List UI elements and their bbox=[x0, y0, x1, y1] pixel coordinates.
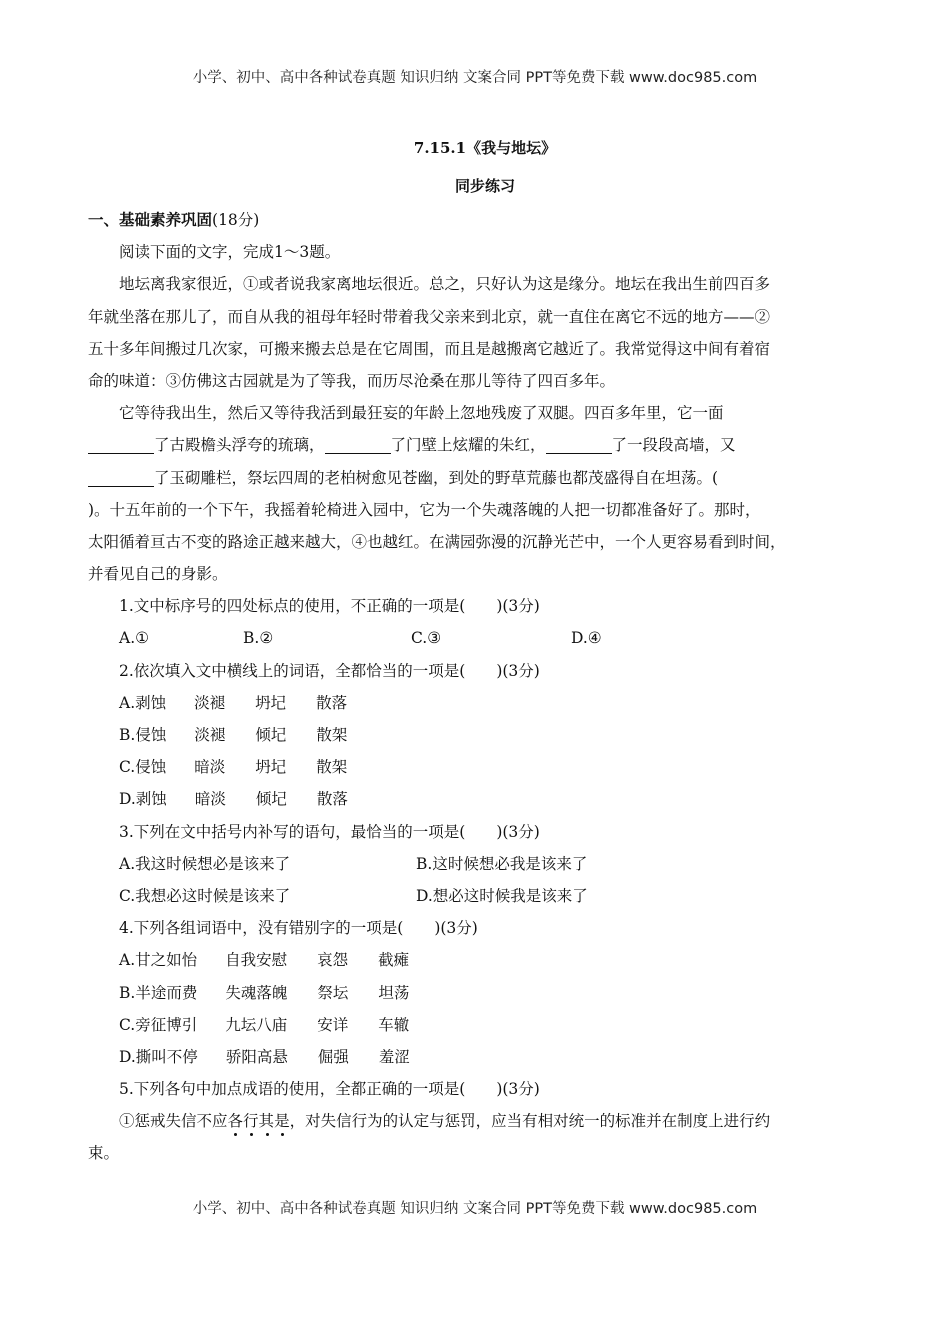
question-2-option: B.侵蚀 淡褪 倾圮 散架 bbox=[119, 726, 348, 744]
question-4: 4.下列各组词语中，没有错别字的一项是( )(3分) bbox=[119, 919, 478, 938]
fill-blank bbox=[88, 468, 154, 487]
question-3: 3.下列在文中括号内补写的语句，最恰当的一项是( )(3分) bbox=[119, 822, 540, 841]
passage-line-blanks: 了古殿檐头浮夸的琉璃， 了门壁上炫耀的朱红， 了一段段高墙，又 bbox=[88, 429, 863, 461]
dotted-char: 各 bbox=[227, 1112, 244, 1131]
question-1: 1.文中标序号的四处标点的使用，不正确的一项是( )(3分) bbox=[119, 597, 540, 616]
dotted-char: 是 bbox=[274, 1112, 290, 1131]
passage-line: )。十五年前的一个下午，我摇着轮椅进入园中，它为一个失魂落魄的人把一切都准备好了。那时， bbox=[88, 500, 761, 519]
passage-line-blanks: 了玉砌雕栏，祭坛四周的老柏树愈见苍幽，到处的野草荒藤也都茂盛得自在坦荡。( bbox=[88, 462, 863, 494]
question-3-options: C.我想必这时候是该来了 D.想必这时候我是该来了 bbox=[119, 886, 588, 905]
question-3-options: A.我这时候想必是该来了 B.这时候想必我是该来了 bbox=[119, 854, 588, 873]
fill-blank bbox=[546, 435, 612, 454]
fill-blank bbox=[88, 435, 154, 454]
reading-instruction: 阅读下面的文字，完成1～3题。 bbox=[119, 243, 341, 262]
passage-line: 地坛离我家很近，①或者说我家离地坛很近。总之，只好认为这是缘分。地坛在我出生前四百多 bbox=[119, 275, 771, 294]
dotted-char: 行 bbox=[243, 1112, 259, 1131]
dotted-char: 其 bbox=[258, 1112, 275, 1131]
option: B.② bbox=[243, 629, 274, 648]
exercise-body bbox=[88, 204, 863, 1170]
question-2-option: C.侵蚀 暗淡 坍圮 散架 bbox=[119, 758, 348, 777]
option: C.③ bbox=[411, 629, 442, 648]
question-1-options bbox=[88, 622, 863, 654]
page-footer: 小学、初中、高中各种试卷真题 知识归纳 文案合同 PPT等免费下载 www.doc985.com bbox=[192, 1201, 758, 1217]
question-2-option: A.剥蚀 淡褪 坍圮 散落 bbox=[119, 693, 348, 712]
page-header: 小学、初中、高中各种试卷真题 知识归纳 文案合同 PPT等免费下载 www.doc985.com bbox=[192, 70, 758, 86]
section-heading: 一、基础素养巩固(18分) bbox=[88, 210, 260, 229]
page-title: 7.15.1《我与地坛》 bbox=[413, 139, 557, 157]
question-4-option: C.旁征博引 九坛八庙 安详 车辙 bbox=[119, 1015, 410, 1034]
question-5-sentence-end: 束。 bbox=[88, 1144, 120, 1163]
page-subtitle: 同步练习 bbox=[454, 177, 515, 195]
passage-line: 并看见自己的身影。 bbox=[88, 565, 228, 584]
passage-line: 命的味道：③仿佛这古园就是为了等我，而历尽沧桑在那儿等待了四百多年。 bbox=[88, 371, 616, 390]
question-5-sentence: ①惩戒失信不应各行其是，对失信行为的认定与惩罚，应当有相对统一的标准并在制度上进行约 bbox=[119, 1112, 771, 1131]
passage-line: 年就坐落在那儿了，而自从我的祖母年轻时带着我父亲来到北京，就一直住在离它不远的地方——② bbox=[88, 307, 771, 326]
question-4-option: A.甘之如怡 自我安慰 哀怨 截瘫 bbox=[119, 951, 410, 970]
question-4-option: B.半途而费 失魂落魄 祭坛 坦荡 bbox=[119, 983, 410, 1002]
passage-line: 五十多年间搬过几次家，可搬来搬去总是在它周围，而且是越搬离它越近了。我常觉得这中间有着宿 bbox=[88, 339, 771, 358]
passage-line: 它等待我出生，然后又等待我活到最狂妄的年龄上忽地残废了双腿。四百多年里，它一面 bbox=[119, 404, 724, 423]
question-5: 5.下列各句中加点成语的使用，全都正确的一项是( )(3分) bbox=[119, 1080, 540, 1099]
question-4-option: D.撕叫不停 骄阳高悬 倔强 羞涩 bbox=[119, 1047, 410, 1066]
question-2: 2.依次填入文中横线上的词语，全都恰当的一项是( )(3分) bbox=[119, 661, 540, 680]
option: A.① bbox=[119, 629, 150, 648]
question-2-option: D.剥蚀 暗淡 倾圮 散落 bbox=[119, 790, 348, 809]
option: D.④ bbox=[571, 629, 602, 648]
fill-blank bbox=[325, 435, 391, 454]
passage-line: 太阳循着亘古不变的路途正越来越大，④也越红。在满园弥漫的沉静光芒中，一个人更容易看到时间， bbox=[88, 532, 786, 551]
